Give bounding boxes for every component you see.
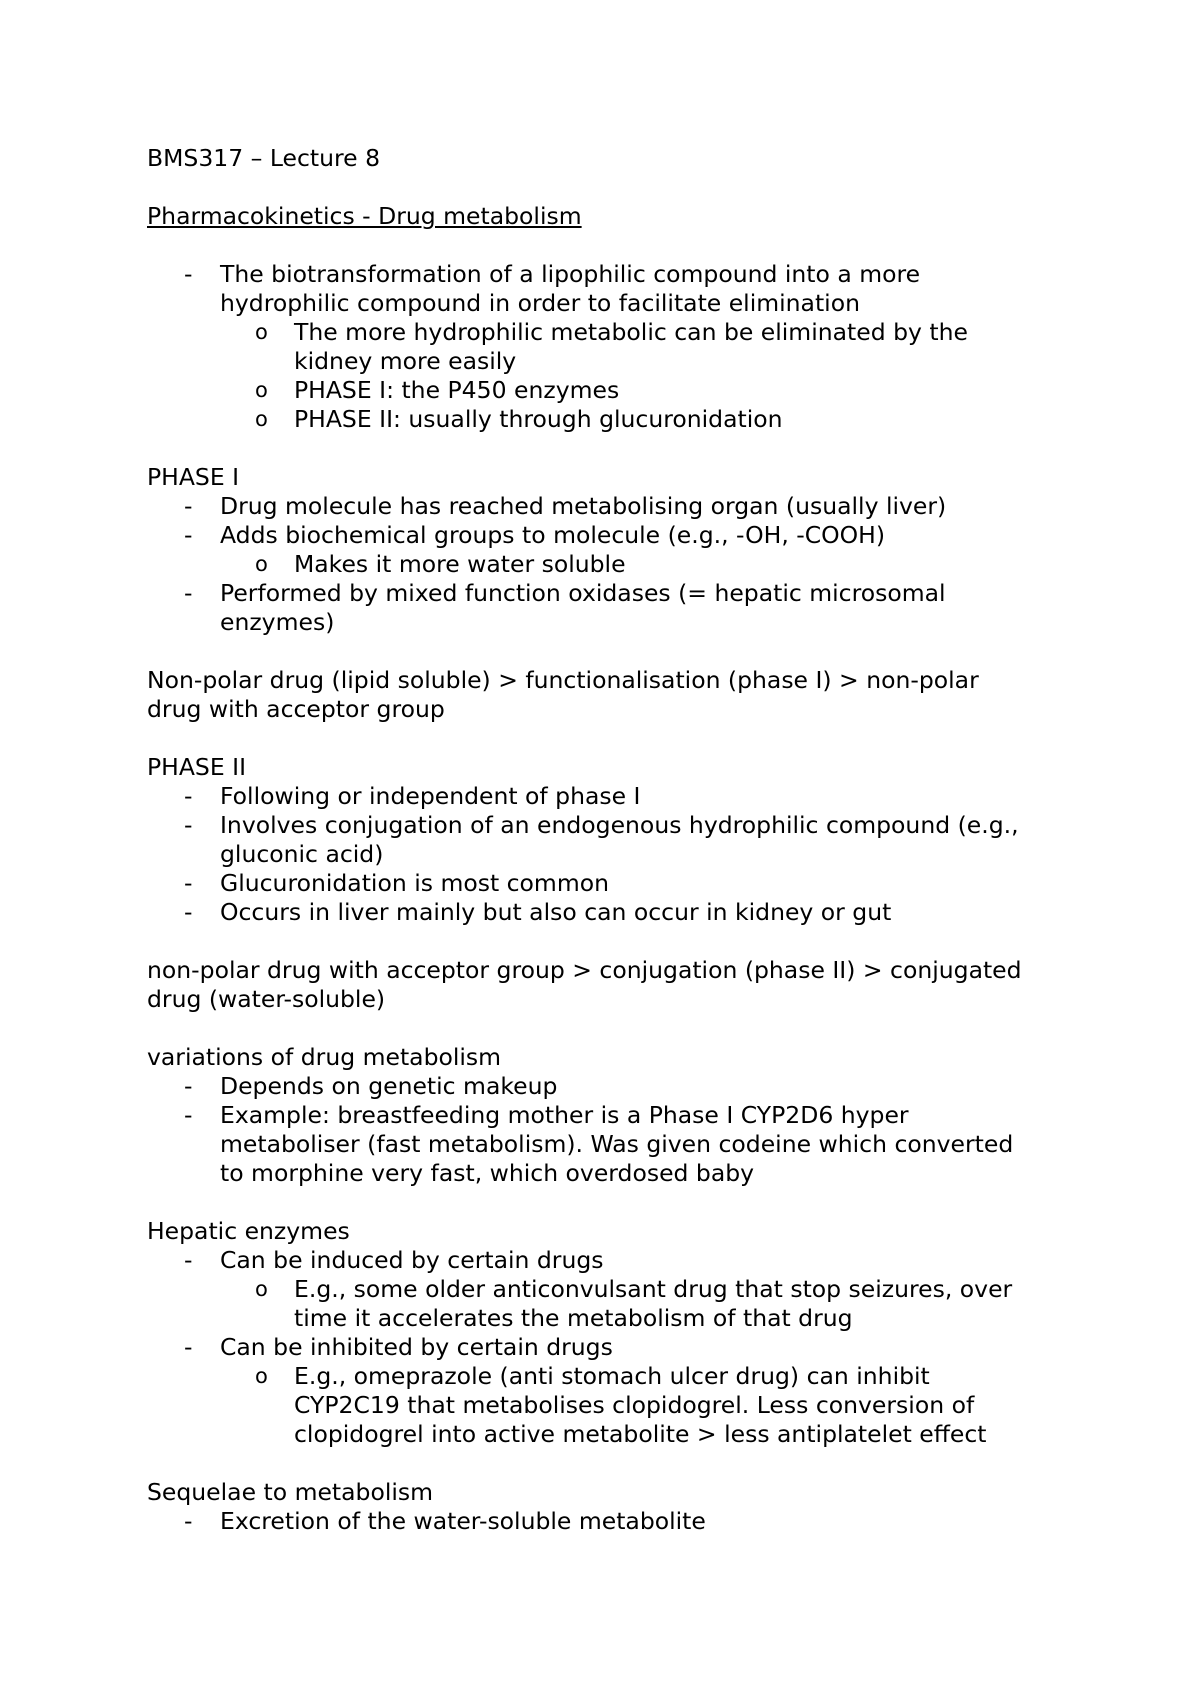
- dash-bullet: -: [184, 782, 193, 810]
- sub-list-item-continuation: time it accelerates the metabolism of that drug: [294, 1304, 853, 1332]
- intro-list: [147, 260, 1080, 434]
- list-item: - Can be inhibited by certain drugs: [184, 1333, 613, 1361]
- sub-list-item: o The more hydrophilic metabolic can be eliminated by the: [255, 318, 968, 346]
- circle-bullet: o: [255, 552, 268, 576]
- dash-bullet: -: [184, 1333, 193, 1361]
- list-item-continuation: metaboliser (fast metabolism). Was given codeine which converted: [220, 1130, 1014, 1158]
- sub-list-item: o Makes it more water soluble: [255, 550, 626, 578]
- flow-paragraph-continuation: drug with acceptor group: [147, 695, 445, 723]
- sub-list-item-continuation: kidney more easily: [294, 347, 517, 375]
- sub-list-item: o PHASE II: usually through glucuronidation: [255, 405, 783, 433]
- document-title: Pharmacokinetics - Drug metabolism: [147, 202, 582, 230]
- dash-bullet: -: [184, 260, 193, 288]
- list-item: - Drug molecule has reached metabolising organ (usually liver): [184, 492, 947, 520]
- lecture-heading: BMS317 – Lecture 8: [147, 144, 381, 172]
- list-item: - Occurs in liver mainly but also can occur in kidney or gut: [184, 898, 892, 926]
- dash-bullet: -: [184, 492, 193, 520]
- list-item: - Adds biochemical groups to molecule (e.g., -OH, -COOH): [184, 521, 885, 549]
- dash-bullet: -: [184, 1246, 193, 1274]
- flow-paragraph-continuation: drug (water-soluble): [147, 985, 386, 1013]
- sub-list-item-continuation: CYP2C19 that metabolises clopidogrel. Less conversion of: [294, 1391, 975, 1419]
- dash-bullet: -: [184, 811, 193, 839]
- list-item: - Involves conjugation of an endogenous hydrophilic compound (e.g.,: [184, 811, 1019, 839]
- sequelae-list: [147, 1507, 1080, 1536]
- list-item: - Following or independent of phase I: [184, 782, 641, 810]
- list-item: - Performed by mixed function oxidases (= hepatic microsomal: [184, 579, 946, 607]
- phase2-list: [147, 782, 1080, 927]
- flow-paragraph: Non-polar drug (lipid soluble) > functionalisation (phase I) > non-polar: [147, 666, 979, 694]
- sub-list-item: o E.g., omeprazole (anti stomach ulcer drug) can inhibit: [255, 1362, 930, 1390]
- list-item-continuation: hydrophilic compound in order to facilitate elimination: [220, 289, 860, 317]
- list-item-continuation: enzymes): [220, 608, 335, 636]
- list-item: - Excretion of the water-soluble metabolite: [184, 1507, 706, 1535]
- dash-bullet: -: [184, 1072, 193, 1100]
- dash-bullet: -: [184, 1507, 193, 1535]
- circle-bullet: o: [255, 378, 268, 402]
- circle-bullet: o: [255, 407, 268, 431]
- circle-bullet: o: [255, 320, 268, 344]
- sub-list-item-continuation: clopidogrel into active metabolite > less antiplatelet effect: [294, 1420, 987, 1448]
- list-item: - Glucuronidation is most common: [184, 869, 609, 897]
- dash-bullet: -: [184, 898, 193, 926]
- flow-paragraph: non-polar drug with acceptor group > conjugation (phase II) > conjugated: [147, 956, 1022, 984]
- circle-bullet: o: [255, 1364, 268, 1388]
- sub-list-item: o PHASE I: the P450 enzymes: [255, 376, 620, 404]
- list-item-continuation: gluconic acid): [220, 840, 384, 868]
- section-heading-phase1: PHASE I: [147, 463, 240, 491]
- dash-bullet: -: [184, 869, 193, 897]
- phase1-list: [147, 492, 1080, 637]
- hepatic-list: [147, 1246, 1080, 1449]
- dash-bullet: -: [184, 579, 193, 607]
- dash-bullet: -: [184, 1101, 193, 1129]
- list-item: - Depends on genetic makeup: [184, 1072, 558, 1100]
- section-heading-hepatic: Hepatic enzymes: [147, 1217, 350, 1245]
- list-item: - Example: breastfeeding mother is a Phase I CYP2D6 hyper: [184, 1101, 909, 1129]
- circle-bullet: o: [255, 1277, 268, 1301]
- list-item: - Can be induced by certain drugs: [184, 1246, 604, 1274]
- list-item: - The biotransformation of a lipophilic compound into a more: [184, 260, 921, 288]
- section-heading-phase2: PHASE II: [147, 753, 247, 781]
- section-heading-sequelae: Sequelae to metabolism: [147, 1478, 434, 1506]
- list-item-continuation: to morphine very fast, which overdosed baby: [220, 1159, 755, 1187]
- sub-list-item: o E.g., some older anticonvulsant drug that stop seizures, over: [255, 1275, 1013, 1303]
- variations-list: [147, 1072, 1080, 1188]
- dash-bullet: -: [184, 521, 193, 549]
- section-heading-variations: variations of drug metabolism: [147, 1043, 502, 1071]
